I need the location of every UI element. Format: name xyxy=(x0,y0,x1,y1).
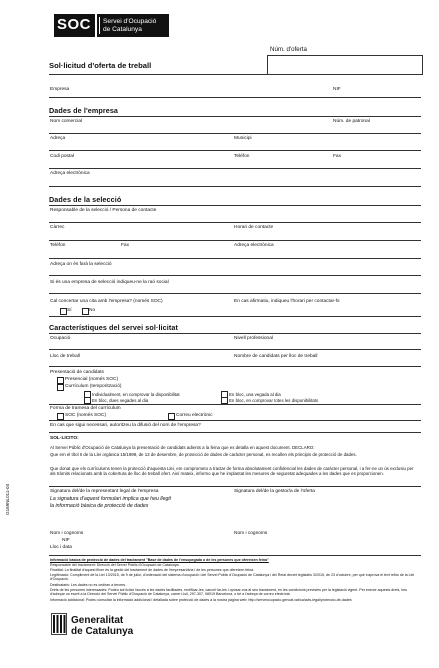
row-line xyxy=(49,432,421,433)
si-label: Sí xyxy=(67,308,72,313)
sel-adreca-electronica-label: Adreça electrònica xyxy=(234,243,274,248)
adreca-seleccio-label: Adreça on és farà la selecció xyxy=(50,262,112,267)
nom-cognoms-right: Nom i cognoms xyxy=(234,531,268,536)
individualment-label: Individualment, en comprovar la disponibilitat xyxy=(92,392,180,397)
org-name-line1: Servei d'Ocupació xyxy=(103,18,157,25)
si-checkbox[interactable] xyxy=(60,308,67,315)
company-section-title: Dades de l'empresa xyxy=(49,106,119,115)
signature-note-line2: la informació bàsica de protecció de dades xyxy=(50,503,149,509)
correu-label: Correu electrònic xyxy=(176,413,213,418)
en-bloc-dues-checkbox[interactable] xyxy=(84,397,91,404)
row-line xyxy=(49,186,421,187)
org-name-line2: de Catalunya xyxy=(103,26,142,33)
adreca-electronica-label: Adreça electrònica xyxy=(50,171,90,176)
sollicito-title: SOL·LICITO: xyxy=(50,436,79,441)
data-protection-note: Informació addicional: Podeu consultar la informació addicional i detallada sobre protecció de dades a la nostra pàgina web: http://serveiocupacio.gencat.cat/ca/avis-legal/proteccio-de-dades xyxy=(50,598,352,602)
generalitat-name-line1: Generalitat xyxy=(71,615,124,626)
title-rule xyxy=(49,74,421,75)
responsable-label: Responsable de la selecció / Persona de contacte xyxy=(50,208,157,213)
codi-postal-label: Codi postal xyxy=(50,154,74,159)
en-bloc-una-label: En bloc, una vegada al dia xyxy=(229,392,281,397)
carrec-label: Càrrec xyxy=(50,225,65,230)
signature-left-label: Signatura del/de la representant legal de l'empresa xyxy=(50,489,159,494)
org-divider xyxy=(99,17,100,34)
data-protection-title: Informació bàsica de protecció de dades del tractament "Base de dades de l'ensopegada o de les persones que ofereixen feina" xyxy=(50,558,269,562)
no-label: No xyxy=(89,308,96,313)
curriculum-checkbox[interactable] xyxy=(57,384,64,391)
offer-number-label: Núm. d'oferta xyxy=(270,46,307,53)
num-patronal-label: Núm. de patronal xyxy=(333,119,370,124)
empresa-row-line xyxy=(49,97,421,98)
municipi-label: Municipi xyxy=(234,136,252,141)
lloc-data-label: Lloc i data xyxy=(50,545,72,550)
row-line xyxy=(49,420,421,421)
row-line xyxy=(49,275,421,276)
sollicito-para3: Que donat que els currículums tenen la protecció d'aquesta Llei, em comprometo a tractar de forma absolutament confidencial les dades de caràcter personal, i a fer-ne un ús exclusiu per als tràmits relacionats amb la cobertura de lloc de treball ofert. Així mateix, informo que he implantat les mesures de seguretat adequades a les dades que es proporcionen. xyxy=(50,466,414,477)
sel-telefon-label: Telèfon xyxy=(50,243,66,248)
sollicito-para2: Que em el títol II de la Llei orgànica 15/1999, de 13 de desembre, de protecció de dades de caràcter personal, es recullen els principis de protecció de dades. xyxy=(50,452,357,457)
nivell-label: Nivell professional xyxy=(234,336,273,341)
forma-tramesa-label: Forma de tramesa del currículum xyxy=(50,406,121,411)
selection-section-title: Dades de la selecció xyxy=(49,195,122,204)
nif-label: NIF xyxy=(333,87,341,92)
sollicito-para1: Al Servei Públic d'Ocupació de Catalunya la presentació de candidats adients a la feina que es detalla en aquest document. DECLARO: xyxy=(50,445,315,450)
data-protection-note: Drets de les persones interessades: Podeu sol·licitar l'accés a les dades facilitades, rectificar-les, cancel·lar-les i oposar-vos al seu tractament, en les condicions previstes per la legislació vigent. Per exercir aquests drets, heu d'adreçar un escrit a la Direcció del Servei Públic d'Ocupació de Catalunya, carrer Llull, 297-307, 08019 Barcelona, o bé a l'adreça de correu electrònic xyxy=(50,588,408,597)
row-line xyxy=(49,349,421,350)
en-cas-afirmatiu-label: En cas afirmatiu, indiqueu l'horari per contactar-hi xyxy=(234,299,340,304)
empresa-seleccio-label: Si és una empresa de selecció indiqueu-ne la raó social xyxy=(50,280,169,285)
difusio-label: En cas que sigui necessari, autoritzeu la difusió del nom de l'empresa? xyxy=(50,423,201,428)
service-section-rule xyxy=(49,333,421,334)
empresa-label: Empresa xyxy=(50,87,70,92)
no-checkbox[interactable] xyxy=(82,308,89,315)
form-code: G169NL011-04 xyxy=(5,483,10,515)
row-line xyxy=(49,293,421,294)
correu-checkbox[interactable] xyxy=(168,413,175,420)
data-protection-note: Responsable del tractament: Direcció del Servei Públic d'Ocupació de Catalunya. xyxy=(50,563,180,567)
nom-cognoms-left: Nom i cognoms xyxy=(50,531,84,536)
row-line xyxy=(49,486,421,487)
en-bloc-totes-checkbox[interactable] xyxy=(221,397,228,404)
row-line xyxy=(49,168,421,169)
row-line xyxy=(49,404,421,405)
signature-right-label: Signatura del/de la gestor/a de l'oferta xyxy=(234,489,315,494)
lloc-label: Lloc de treball xyxy=(50,354,80,359)
curriculum-label: Currículum (temporització) xyxy=(65,384,122,389)
nom-comercial-label: Nom comercial xyxy=(50,119,82,124)
horari-label: Horari de contacte xyxy=(234,225,274,230)
selection-section-rule xyxy=(49,205,421,206)
en-bloc-totes-label: En bloc, en comprovar totes les disponibilitats xyxy=(229,398,319,403)
data-protection-note: Legitimació: Compliment de la Llei 13/2015, de 9 de juliol, d'ordenació del sistema d'ocupació i del Servei Públic d'Ocupació de Catalunya i del Reial decret legislatiu 3/2015, de 23 d'octubre, per què s'aprova el text refós de la Llei d'Ocupació. xyxy=(50,573,415,582)
soc-checkbox[interactable] xyxy=(57,413,64,420)
row-line xyxy=(49,258,421,259)
presentacio-label: Presentació de candidats xyxy=(50,370,104,375)
row-line xyxy=(49,222,421,223)
data-protection-note: Finalitat: La finalitat d'aquest fitxer és la gestió del tractament de dades de l'empresari/ària i de les persones que ofereixen feina. xyxy=(50,568,255,572)
sel-fax-label: Fax xyxy=(121,243,129,248)
row-line xyxy=(49,316,421,317)
presencial-label: Presencial (només SOC) xyxy=(65,377,119,382)
row-line xyxy=(49,240,421,241)
service-section-title: Característiques del servei sol·licitat xyxy=(49,323,178,332)
soc-logo-text: SOC xyxy=(57,16,92,33)
generalitat-logo-icon xyxy=(51,613,67,635)
cal-concertar-label: Cal concertar una cita amb l'empresa? (només SOC) xyxy=(50,299,163,304)
adreca-label: Adreça xyxy=(50,136,66,141)
ocupacio-label: Ocupació xyxy=(50,336,71,341)
row-line xyxy=(49,555,421,556)
fax-label: Fax xyxy=(333,154,341,159)
row-line xyxy=(49,133,421,134)
en-bloc-dues-label: En bloc, dues vegades al dia xyxy=(92,398,149,403)
row-line xyxy=(49,366,421,367)
nif-left: NIF xyxy=(62,538,70,543)
num-candidats-label: Nombre de candidats per lloc de treball xyxy=(234,354,318,359)
row-line xyxy=(49,150,421,151)
data-protection-note: Destinataris: Les dades no es cediran a tercers. xyxy=(50,583,127,587)
offer-number-field[interactable] xyxy=(267,55,423,75)
signature-note-line1: La signatura d'aquest formulari implica que heu llegit xyxy=(50,496,171,502)
generalitat-name-line2: de Catalunya xyxy=(71,626,134,637)
company-section-rule xyxy=(49,116,421,117)
soc-option-label: SOC (només SOC) xyxy=(65,413,107,418)
form-title: Sol·licitud d'oferta de treball xyxy=(49,61,152,70)
telefon-label: Telèfon xyxy=(234,154,250,159)
presencial-checkbox[interactable] xyxy=(57,377,64,384)
